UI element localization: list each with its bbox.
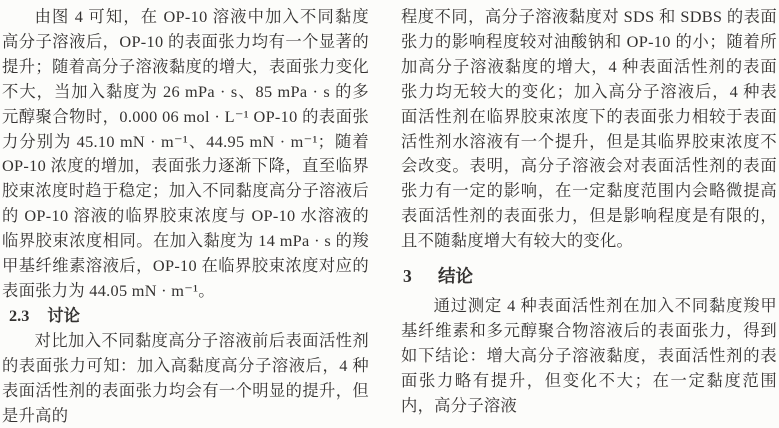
left-column: [2, 5, 369, 425]
paragraph-conclusion-start: 通过测定 4 种表面活性剂在加入不同黏度羧甲基纤维素和多元醇聚合物溶液后的表面张力，得到如下结论：增大高分子溶液黏度，表面活性剂的表面张力略有提升，但变化不大；在一定黏度范围内，高分子溶液: [401, 295, 777, 415]
section-title: 讨论: [47, 306, 80, 325]
section-number: 3: [403, 266, 412, 287]
section-number: 2.3: [9, 305, 30, 325]
section-title: 结论: [438, 266, 473, 287]
section-heading-discussion: [2, 304, 369, 329]
section-heading-conclusion: [401, 264, 777, 289]
paragraph-discussion-start: 对比加入不同黏度高分子溶液前后表面活性剂的表面张力可知：加入高黏度高分子溶液后，4 种表面活性剂的表面张力均会有一个明显的提升，但是升高的: [2, 330, 369, 425]
paragraph-discussion-continued: 程度不同，高分子溶液黏度对 SDS 和 SDBS 的表面张力的影响程度较对油酸钠和 OP-10 的小；随着所加高分子溶液黏度的增大，4 种表面活性剂的表面张力均无较大的变化；加入高分子溶液后，4 种表面活性剂在临界胶束浓度下的表面张力相较于表面活性剂水溶液有一个提升，但是其临界胶束浓度不会改变。表明，高分子溶液会对表面活性剂的表面张力有一定的影响，在一定黏度范围内会略微提高表面活性剂的表面张力，但是影响程度是有限的，且不随黏度增大有较大的变化。: [401, 7, 777, 251]
paragraph-results-op10: 由图 4 可知，在 OP-10 溶液中加入不同黏度高分子溶液后，OP-10 的表面张力均有一个显著的提升；随着高分子溶液黏度的增大，表面张力变化不大，当加入黏度为 26 mPa · s、85 mPa · s 的多元醇聚合物时，0.000 06 mol · L⁻¹ OP-10 的表面张力分别为 45.10 mN · m⁻¹、44.95 mN · m⁻¹；随着 OP-10 浓度的增加，表面张力逐渐下降，直至临界胶束浓度时趋于稳定；加入不同黏度高分子溶液后的 OP-10 溶液的临界胶束浓度与 OP-10 水溶液的临界胶束浓度相同。在加入黏度为 14 mPa · s 的羧甲基纤维素溶液后，OP-10 在临界胶束浓度对应的表面张力为 44.05 mN · m⁻¹。: [2, 7, 369, 300]
right-column: [401, 5, 777, 415]
